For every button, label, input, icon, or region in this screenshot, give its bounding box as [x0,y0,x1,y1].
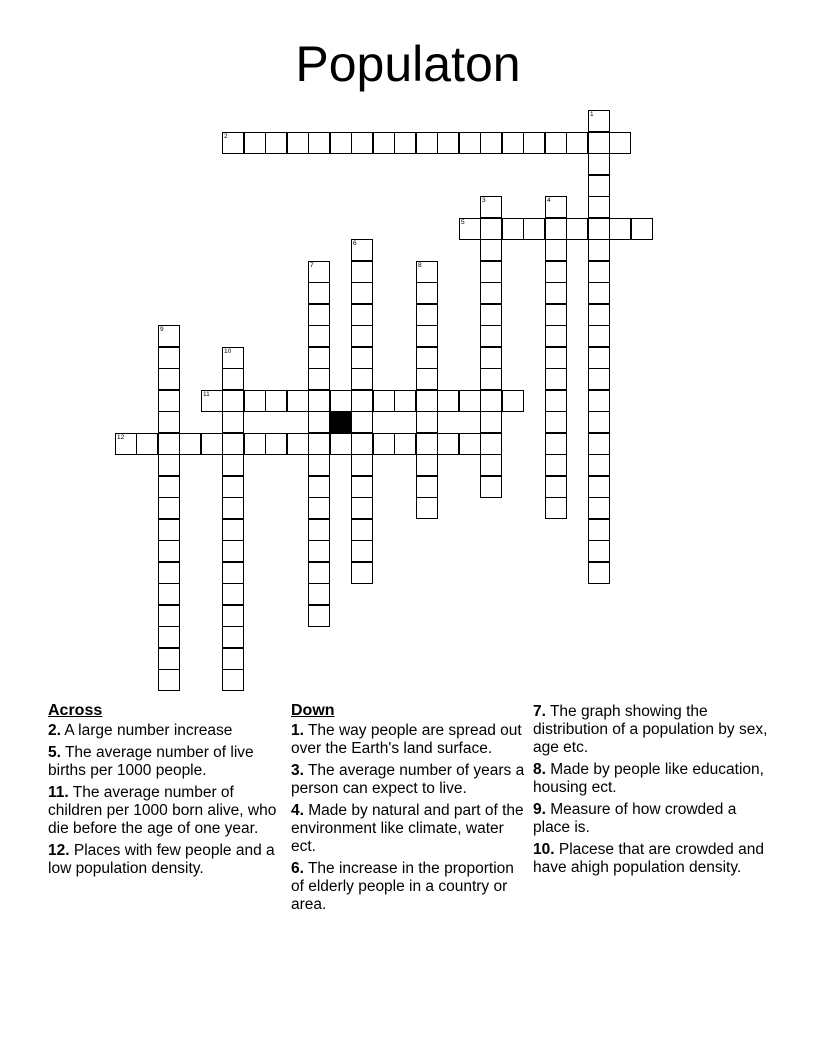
grid-cell[interactable] [222,605,244,627]
grid-cell[interactable] [158,648,180,670]
grid-cell[interactable] [545,433,567,455]
grid-cell[interactable] [545,239,567,261]
grid-cell[interactable] [351,304,373,326]
grid-cell[interactable] [416,497,438,519]
grid-cell[interactable] [201,390,223,412]
grid-cell[interactable] [545,218,567,240]
grid-cell[interactable] [480,390,502,412]
grid-cell[interactable] [631,218,653,240]
grid-cell[interactable] [158,583,180,605]
grid-cell[interactable] [545,304,567,326]
down-clues [291,701,527,918]
grid-cell[interactable] [416,433,438,455]
grid-cell[interactable] [373,390,395,412]
grid-cell[interactable] [545,347,567,369]
grid-cell[interactable] [437,132,459,154]
grid-cell[interactable] [287,132,309,154]
grid-cell[interactable] [416,390,438,412]
grid-cell[interactable] [588,218,610,240]
grid-cell[interactable] [158,605,180,627]
grid-cell[interactable] [588,454,610,476]
page-title: Populaton [295,36,521,92]
grid-cell[interactable] [308,132,330,154]
grid-cell[interactable] [480,411,502,433]
grid-cell[interactable] [222,626,244,648]
clue-across-5: 5. The average number of live births per 1000 people. [48,744,254,779]
grid-cell[interactable] [416,325,438,347]
grid-cell[interactable] [244,132,266,154]
grid-cell[interactable] [459,132,481,154]
grid-cell[interactable] [588,540,610,562]
grid-cell[interactable] [158,368,180,390]
grid-cell[interactable] [416,132,438,154]
clue-number: 11 [203,391,210,398]
down-heading: Down [291,702,335,719]
grid-cell[interactable] [222,433,244,455]
grid-cell[interactable] [566,132,588,154]
clue-number: 5 [461,219,465,226]
grid-cell[interactable] [308,325,330,347]
grid-cell[interactable] [308,304,330,326]
grid-cell[interactable] [588,497,610,519]
clue-down-3: 3. The average number of years a person can expect to live. [291,762,525,797]
grid-cell[interactable] [308,433,330,455]
grid-cell[interactable] [308,347,330,369]
grid-cell[interactable] [158,433,180,455]
grid-cell[interactable] [287,390,309,412]
grid-cell[interactable] [201,433,223,455]
grid-cell[interactable] [373,132,395,154]
grid-cell[interactable] [588,132,610,154]
grid-cell[interactable] [351,282,373,304]
grid-cell[interactable] [158,454,180,476]
grid-cell[interactable] [545,132,567,154]
grid-cell[interactable] [158,390,180,412]
grid-cell[interactable] [480,132,502,154]
grid-cell[interactable] [416,261,438,283]
grid-cell[interactable] [351,540,373,562]
grid-cell[interactable] [480,196,502,218]
clue-number: 6 [353,240,357,247]
grid-cell[interactable] [115,433,137,455]
grid-cell[interactable] [416,282,438,304]
grid-cell[interactable] [222,454,244,476]
grid-cell[interactable] [308,497,330,519]
grid-cell[interactable] [158,497,180,519]
clue-down-9: 9. Measure of how crowded a place is. [533,801,737,836]
clue-number: 10 [224,348,232,355]
grid-cell[interactable] [222,411,244,433]
grid-cell[interactable] [609,218,631,240]
grid-cell[interactable] [308,605,330,627]
grid-cell[interactable] [373,433,395,455]
clue-number: 1 [590,111,594,118]
grid-cell[interactable] [588,368,610,390]
grid-cell[interactable] [351,390,373,412]
grid-cell[interactable] [545,282,567,304]
grid-cell[interactable] [588,433,610,455]
grid-cell[interactable] [588,282,610,304]
grid-cell[interactable] [222,390,244,412]
grid-cell[interactable] [480,454,502,476]
clue-down-1: 1. The way people are spread out over the Earth's land surface. [291,722,522,757]
grid-cell[interactable] [394,433,416,455]
grid-cell[interactable] [416,368,438,390]
grid-cell[interactable] [588,239,610,261]
grid-cell[interactable] [459,218,481,240]
grid-cell[interactable] [545,368,567,390]
grid-cell[interactable] [480,476,502,498]
grid-cell[interactable] [416,454,438,476]
grid-cell[interactable] [416,476,438,498]
grid-cell[interactable] [480,325,502,347]
grid-cell[interactable] [158,411,180,433]
clue-number: 3 [482,197,486,204]
grid-cell[interactable] [394,132,416,154]
grid-cell[interactable] [308,540,330,562]
grid-cell[interactable] [523,218,545,240]
grid-cell[interactable] [351,476,373,498]
grid-cell[interactable] [158,540,180,562]
clue-number: 9 [160,326,164,333]
grid-cell[interactable] [222,476,244,498]
grid-cell[interactable] [351,519,373,541]
grid-cell[interactable] [308,390,330,412]
grid-cell[interactable] [222,669,244,691]
grid-cell[interactable] [588,304,610,326]
grid-cell[interactable] [588,175,610,197]
clue-down-7: 7. The graph showing the distribution of a population by sex, age etc. [533,703,768,756]
grid-cell[interactable] [158,519,180,541]
grid-cell[interactable] [351,368,373,390]
grid-cell[interactable] [459,433,481,455]
clue-number: 4 [547,197,551,204]
clue-down-8: 8. Made by people like education, housing ect. [533,761,764,796]
grid-cell[interactable] [308,454,330,476]
grid-cell[interactable] [545,476,567,498]
grid-cell[interactable] [222,583,244,605]
grid-cell[interactable] [480,261,502,283]
grid-cell[interactable] [158,325,180,347]
grid-cell[interactable] [351,261,373,283]
grid-cell[interactable] [222,368,244,390]
grid-cell[interactable] [330,132,352,154]
grid-cell[interactable] [545,261,567,283]
grid-cell[interactable] [136,433,158,455]
grid-cell[interactable] [351,325,373,347]
grid-cell[interactable] [308,519,330,541]
grid-cell[interactable] [308,562,330,584]
grid-cell[interactable] [179,433,201,455]
grid-cell[interactable] [308,476,330,498]
grid-cell[interactable] [588,390,610,412]
grid-cell[interactable] [588,347,610,369]
grid-cell[interactable] [308,282,330,304]
across-heading: Across [48,702,103,719]
grid-cell[interactable] [330,390,352,412]
clue-number: 12 [117,434,125,441]
grid-cell[interactable] [287,433,309,455]
grid-cell[interactable] [480,218,502,240]
grid-cell[interactable] [545,390,567,412]
grid-cell[interactable] [351,347,373,369]
grid-cell[interactable] [545,497,567,519]
grid-cell[interactable] [545,325,567,347]
grid-cell[interactable] [222,562,244,584]
across-clues [48,701,284,882]
grid-cell[interactable] [480,304,502,326]
grid-cell[interactable] [265,390,287,412]
grid-cell[interactable] [222,347,244,369]
grid-cell[interactable] [523,132,545,154]
grid-cell[interactable] [588,411,610,433]
grid-cell[interactable] [158,476,180,498]
grid-cell[interactable] [502,132,524,154]
grid-cell[interactable] [308,261,330,283]
grid-cell[interactable] [480,368,502,390]
grid-cell[interactable] [588,196,610,218]
grid-cell[interactable] [502,218,524,240]
grid-cell[interactable] [609,132,631,154]
clue-across-2: 2. A large number increase [48,722,233,739]
grid-cell[interactable] [437,390,459,412]
grid-cell[interactable] [588,519,610,541]
grid-cell[interactable] [437,433,459,455]
clue-number: 2 [224,133,228,140]
grid-cell[interactable] [588,261,610,283]
grid-cell[interactable] [158,669,180,691]
grid-cell[interactable] [588,476,610,498]
grid-cell[interactable] [222,132,244,154]
grid-cell[interactable] [566,218,588,240]
clue-across-11: 11. The average number of children per 1000 born alive, who die before the age of one year. [48,784,277,837]
grid-cell[interactable] [351,562,373,584]
clue-across-12: 12. Places with few people and a low population density. [48,842,275,877]
grid-cell[interactable] [459,390,481,412]
grid-cell[interactable] [351,239,373,261]
grid-cell[interactable] [158,562,180,584]
grid-cell[interactable] [351,433,373,455]
grid-cell[interactable] [480,239,502,261]
grid-cell[interactable] [351,497,373,519]
clue-number: 8 [418,262,422,269]
grid-cell[interactable] [545,411,567,433]
clue-down-4: 4. Made by natural and part of the environment like climate, water ect. [291,802,524,855]
grid-cell[interactable] [545,196,567,218]
grid-cell[interactable] [416,347,438,369]
grid-cell[interactable] [588,562,610,584]
clue-down-10: 10. Placese that are crowded and have ahigh population density. [533,841,764,876]
grid-cell[interactable] [222,519,244,541]
grid-cell[interactable] [308,368,330,390]
grid-cell[interactable] [480,433,502,455]
grid-cell[interactable] [588,110,610,132]
grid-cell[interactable] [265,433,287,455]
grid-cell[interactable] [588,153,610,175]
grid-cell[interactable] [480,282,502,304]
grid-cell[interactable] [244,390,266,412]
grid-cell[interactable] [351,411,373,433]
grid-cell[interactable] [244,433,266,455]
grid-cell[interactable] [222,540,244,562]
down-clues-continued [533,703,769,881]
grid-cell[interactable] [351,132,373,154]
grid-cell[interactable] [351,454,373,476]
grid-cell[interactable] [545,454,567,476]
grid-cell[interactable] [265,132,287,154]
grid-cell[interactable] [416,411,438,433]
clue-down-6: 6. The increase in the proportion of elderly people in a country or area. [291,860,514,913]
clue-number: 7 [310,262,314,269]
grid-cell[interactable] [308,411,330,433]
grid-cell[interactable] [416,304,438,326]
grid-cell[interactable] [158,626,180,648]
grid-cell[interactable] [394,390,416,412]
grid-cell[interactable] [588,325,610,347]
grid-cell[interactable] [158,347,180,369]
grid-cell[interactable] [308,583,330,605]
grid-cell[interactable] [480,347,502,369]
grid-cell[interactable] [502,390,524,412]
grid-cell[interactable] [330,433,352,455]
grid-cell[interactable] [222,497,244,519]
black-cell [330,411,352,433]
grid-cell[interactable] [222,648,244,670]
